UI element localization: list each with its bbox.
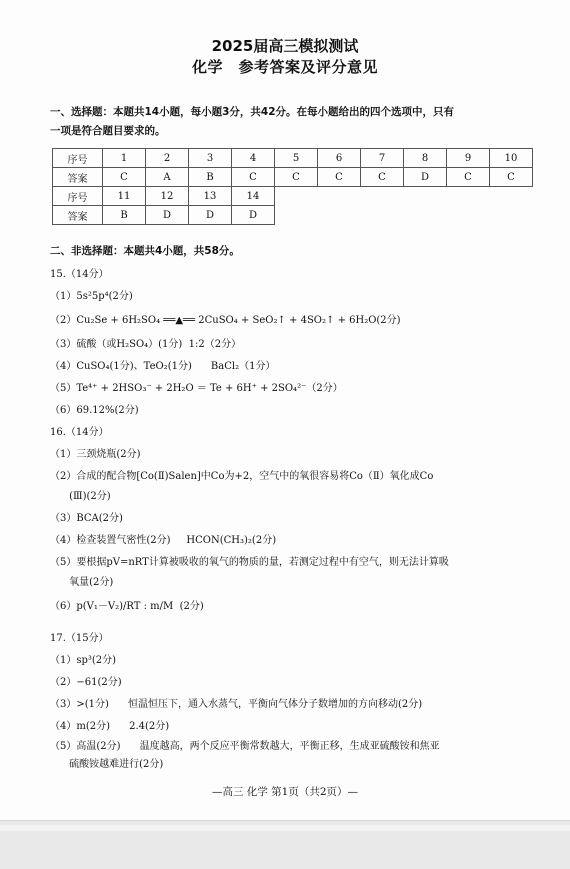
table-cell: 7 [361, 149, 404, 168]
table-cell: 14 [232, 187, 275, 206]
answer-line: （1）5s²5p⁴(2分) [50, 291, 133, 302]
table-cell: 13 [189, 187, 232, 206]
table-cell: D [189, 206, 232, 225]
answer-line: （4）CuSO₄(1分)、TeO₂(1分) BaCl₂（1分） [50, 361, 276, 372]
table-header-cell: 序号 [53, 149, 103, 168]
table-row [53, 187, 533, 206]
table-cell: C [232, 168, 275, 187]
table-cell: C [318, 168, 361, 187]
table-cell: 3 [189, 149, 232, 168]
answer-line: 15.（14分） [50, 269, 109, 280]
exam-subtitle: 化学 参考答案及评分意见 [191, 58, 378, 76]
viewer-bottom-bar [0, 820, 570, 869]
answer-line: （1）三颈烧瓶(2分) [50, 449, 141, 460]
answer-line: （3）BCA(2分) [50, 513, 123, 524]
answer-line: (Ⅲ)(2分) [50, 491, 111, 502]
table-cell: A [146, 168, 189, 187]
table-cell: 9 [447, 149, 490, 168]
answer-line: （3）硫酸（或H₂SO₄）(1分) 1:2（2分） [50, 339, 242, 350]
table-cell: C [275, 168, 318, 187]
answer-line: （6）69.12%(2分) [50, 405, 139, 416]
answer-line: （5）高温(2分) 温度越高，两个反应平衡常数越大，平衡正移，生成亚硫酸铵和焦亚 [50, 741, 440, 752]
table-cell: B [189, 168, 232, 187]
table-cell: D [146, 206, 189, 225]
table-empty-area [275, 187, 533, 225]
table-cell: 1 [103, 149, 146, 168]
section1-heading-line2: 一项是符合题目要求的。 [50, 125, 166, 137]
table-cell: C [361, 168, 404, 187]
table-cell: C [103, 168, 146, 187]
table-cell: B [103, 206, 146, 225]
table-row [53, 149, 533, 168]
table-cell: 10 [490, 149, 533, 168]
table-cell: 12 [146, 187, 189, 206]
table-header-cell: 答案 [53, 168, 103, 187]
answer-line: （5）Te⁴⁺ + 2HSO₃⁻ + 2H₂O ＝ Te + 6H⁺ + 2SO₄²⁻（2分） [50, 383, 343, 394]
table-cell: 11 [103, 187, 146, 206]
table-row [53, 168, 533, 187]
answer-line: 16.（14分） [50, 427, 109, 438]
table-cell: 4 [232, 149, 275, 168]
table-cell: 8 [404, 149, 447, 168]
answer-line: （2）Cu₂Se + 6H₂SO₄ ══▲══ 2CuSO₄ + SeO₂↑ + 4SO₂↑ + 6H₂O(2分) [50, 315, 401, 326]
table-cell: D [404, 168, 447, 187]
table-header-cell: 答案 [53, 206, 103, 225]
answer-line: （4）检查装置气密性(2分) HCON(CH₃)₂(2分) [50, 535, 277, 546]
table-cell: 2 [146, 149, 189, 168]
answer-line: （5）要根据pV=nRT计算被吸收的氧气的物质的量，若测定过程中有空气，则无法计算吸 [50, 557, 449, 568]
exam-title: 2025届高三模拟测试 [211, 37, 359, 55]
table-cell: 6 [318, 149, 361, 168]
answer-line: （3）>(1分) 恒温恒压下，通入水蒸气，平衡向气体分子数增加的方向移动(2分) [50, 699, 423, 710]
answer-line: （2）合成的配合物[Co(Ⅱ)Salen]中Co为+2，空气中的氧很容易将Co（Ⅱ）氧化成Co [50, 471, 434, 482]
table-cell: 5 [275, 149, 318, 168]
answer-line: （6）p(V₁－V₂)/RT : m/M (2分) [50, 601, 204, 612]
table-cell: C [447, 168, 490, 187]
answer-line: 硫酸铵越难进行(2分) [50, 759, 164, 770]
answer-line: （1）sp³(2分) [50, 655, 117, 666]
answer-line: （2）−61(2分) [50, 677, 122, 688]
answer-line: （4）m(2分) 2.4(2分) [50, 721, 170, 732]
table-cell: D [232, 206, 275, 225]
answer-line: 氧量(2分) [50, 577, 114, 588]
answer-line: 17.（15分） [50, 633, 109, 644]
table-header-cell: 序号 [53, 187, 103, 206]
section2-heading: 二、非选择题：本题共4小题，共58分。 [50, 245, 240, 257]
table-cell: C [490, 168, 533, 187]
answer-table [52, 148, 533, 225]
page-footer: —高三 化学 第1页（共2页）— [211, 786, 359, 798]
section1-heading-line1: 一、选择题：本题共14小题，每小题3分，共42分。在每小题给出的四个选项中，只有 [50, 106, 455, 118]
